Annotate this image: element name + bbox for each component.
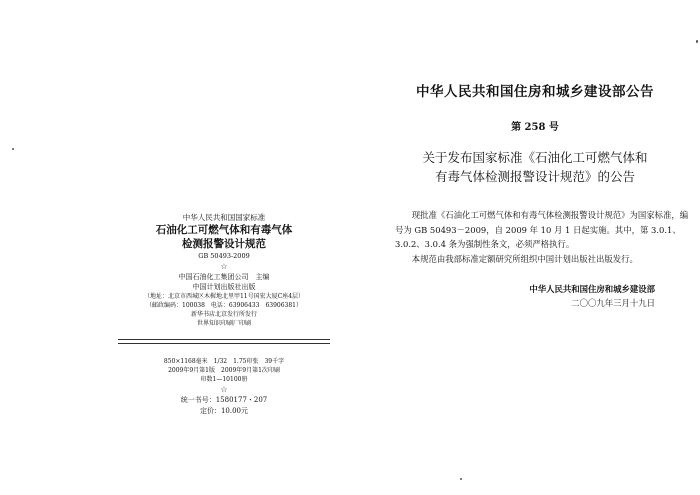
divider-rule [118,339,330,340]
chief-editor: 中国石油化工集团公司 主编 [178,273,270,281]
standard-series: 中华人民共和国国家标准 [182,213,266,222]
star-divider-icon: ☆ [220,385,228,394]
announcement-title [390,148,680,186]
print-specs [118,357,330,417]
announcement-page [345,0,700,495]
announcement-title-line2: 有毒气体检测报警设计规范》的公告 [434,169,635,184]
scan-speck [12,148,14,150]
postal-phone: （邮政编码：100038 电话：63906433 63906381） [146,302,302,309]
divider-rule [118,343,330,344]
announcement-number: 第 258 号 [511,122,559,133]
price: 定价：10.00元 [199,407,249,415]
body-paragraph: 本规范由我部标准定额研究所组织中国计划出版社出版发行。 [411,253,638,264]
copyright-page [0,0,345,495]
standard-title-line2: 检测报警设计规范 [182,238,266,250]
announcement-title-line1: 关于发布国家标准《石油化工可燃气体和 [422,150,648,165]
body-paragraph: 现批准《石油化工可燃气体和有毒气体检测报警设计规范》为国家标准，编号为 GB 50493－2009，自 2009 年 10 月 1 日起实施。其中，第 3.0.1、3.0.2、3.0.4 条为强制性条文，必须严格执行。 [395,210,689,249]
publisher: 中国计划出版社出版 [192,283,256,291]
issue-date: 二〇〇九年三月十九日 [571,298,655,308]
scan-speck [696,40,698,43]
edition-info: 2009年9月第1版 2009年9月第1次印刷 [168,367,280,374]
star-divider-icon: ☆ [220,262,228,271]
format-spec: 850×1168毫米 1/32 1.75印张 39千字 [163,358,285,365]
signature-block [485,282,655,310]
announcement-header: 中华人民共和国住房和城乡建设部公告 [416,84,654,100]
standard-code: GB 50493-2009 [198,252,250,260]
scan-speck [460,478,462,480]
distributor: 新华书店北京发行所发行 [190,311,257,318]
print-run: 印数1—10100册 [200,376,248,383]
announcement-body [395,208,695,266]
book-number: 统一书号：1580177・207 [180,396,268,404]
printer: 世界知识印刷厂印刷 [196,320,251,327]
standard-title-line1: 石油化工可燃气体和有毒气体 [155,224,293,236]
signing-authority: 中华人民共和国住房和城乡建设部 [529,284,655,294]
publisher-address: （地址：北京市西城区木樨地北里甲11号国宏大厦C座4层） [143,293,305,300]
copyright-info [118,213,330,328]
